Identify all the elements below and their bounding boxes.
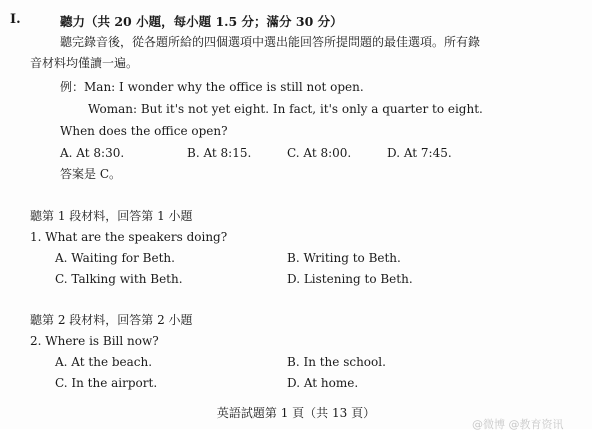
section-number: I.	[10, 12, 21, 27]
page-footer: 英語試題第 1 頁（共 13 頁）	[216, 406, 376, 420]
question-2-option-d: D. At home.	[287, 376, 359, 390]
question-1-option-b: B. Writing to Beth.	[287, 251, 401, 265]
example-option-c: C. At 8:00.	[287, 146, 352, 160]
question-2-option-c: C. In the airport.	[55, 376, 158, 390]
instruction-line-2: 音材料均僅讀一遍。	[30, 56, 139, 70]
example-answer: 答案是 C。	[60, 167, 121, 181]
example-man-line: 例：Man: I wonder why the office is still not open.	[60, 80, 364, 94]
section-title: 聽力（共 20 小題，每小題 1.5 分；滿分 30 分）	[60, 14, 343, 29]
example-question: When does the office open?	[60, 124, 228, 138]
question-2-intro: 聽第 2 段材料，回答第 2 小題	[30, 313, 193, 327]
example-option-a: A. At 8:30.	[60, 146, 125, 160]
question-1-intro: 聽第 1 段材料，回答第 1 小題	[30, 209, 193, 223]
question-1-option-c: C. Talking with Beth.	[55, 272, 183, 286]
example-option-b: B. At 8:15.	[187, 146, 252, 160]
example-woman-line: Woman: But it's not yet eight. In fact, it's only a quarter to eight.	[88, 102, 483, 116]
question-2-text: 2. Where is Bill now?	[30, 334, 159, 348]
question-2-option-a: A. At the beach.	[55, 355, 153, 369]
question-1-option-d: D. Listening to Beth.	[287, 272, 413, 286]
instruction-line-1: 聽完錄音後，從各題所給的四個選項中選出能回答所提問題的最佳選項。所有錄	[60, 35, 481, 49]
example-option-d: D. At 7:45.	[387, 146, 452, 160]
watermark: @微博 @教育资讯	[472, 418, 564, 431]
question-2-option-b: B. In the school.	[287, 355, 386, 369]
question-1-text: 1. What are the speakers doing?	[30, 230, 228, 244]
question-1-option-a: A. Waiting for Beth.	[55, 251, 175, 265]
